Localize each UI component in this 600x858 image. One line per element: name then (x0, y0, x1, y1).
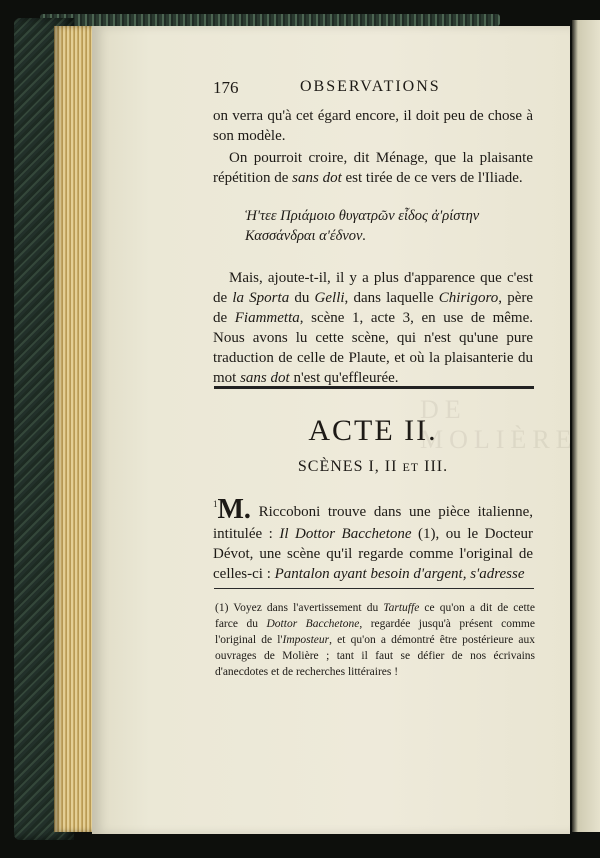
para3-e: , dans laquelle (344, 290, 439, 306)
riccoboni-t2: Il Dottor Bacchetone (279, 526, 412, 542)
para3-k: n'est qu'effleurée. (289, 370, 399, 386)
scenes-heading (213, 458, 533, 476)
para3-f: Chirigoro (438, 290, 499, 306)
para3-a: Mais, ajoute-t-il, il y a plus d'apparence que c'est de (213, 270, 533, 306)
verso-show-through: DE MOLIÈRE (420, 395, 578, 454)
fn-2: Tartuffe (383, 602, 420, 614)
fn-3: ce qu'on a dit de cette farce du (215, 602, 535, 630)
para3-j: sans dot (240, 370, 290, 386)
paragraph-continuation: on verra qu'à cet égard encore, il doit peu de chose à son modèle. (213, 108, 533, 144)
para3-i: , scène 1, acte 3, en use de même. Nous avons lu cette scène, qui n'est qu'une pure traduction de celle de Plaute, et où la plaisanterie du mot (213, 310, 533, 386)
para3-g: , père de (213, 290, 533, 326)
footnote (215, 600, 535, 680)
scenes-text-a: SCÈNES I, II (297, 458, 403, 475)
para3-c: du (289, 290, 315, 306)
page-number: 176 (213, 78, 239, 97)
act-title: ACTE II. (308, 414, 438, 447)
greek-verse-line-1: Ἡ'τεε Πριάμοιο θυγατρῶν εἶδος ἀ'ρίστην (245, 208, 480, 224)
riccoboni-t1: Riccoboni trouve dans une pièce italienne, intitulée : (213, 504, 533, 542)
scenes-et: ET (402, 460, 420, 474)
fn-1: (1) Voyez dans l'avertissement du (215, 602, 384, 614)
fn-7: , et qu'on a démontré être postérieure aux ouvrages de Molière ; tant il faut se défier de nos écrivains d'anecdotes et de recherches littéraires ! (215, 634, 535, 678)
para3-d: Gelli (314, 290, 345, 306)
riccoboni-t3: (1), ou le Docteur Dévot, une scène qu'il regarde comme l'original de celles-ci : (213, 526, 533, 582)
paragraph-menage (213, 148, 533, 188)
footnote-rule (214, 588, 534, 589)
para3-b: la Sporta (232, 290, 290, 306)
greek-verse-line-2: Κασσάνδραι α'έδνον. (245, 228, 367, 244)
para2-text-a: On pourroit croire, dit Ménage, que la plaisante répétition de (213, 150, 533, 186)
fn-5: , regardée jusqu'à présent comme l'original de l' (215, 618, 535, 646)
paragraph-riccoboni (213, 494, 533, 584)
para3-h: Fiammetta (234, 310, 300, 326)
drop-cap: M. (217, 494, 251, 525)
scenes-text-b: III. (419, 458, 449, 475)
riccoboni-t4: Pantalon ayant besoin d'argent, s'adresse (274, 566, 525, 582)
running-head: OBSERVATIONS (300, 78, 441, 95)
para2-italic: sans dot (292, 170, 342, 186)
fn-4: Dottor Bacchetone (266, 618, 360, 630)
paragraph-sporta (213, 268, 533, 388)
note-marker: 1 (213, 499, 218, 509)
section-rule (214, 386, 534, 389)
para2-text-c: est tirée de ce vers de l'Iliade. (341, 170, 523, 186)
book-spine-top (40, 14, 500, 26)
fn-6: Imposteur (282, 634, 330, 646)
